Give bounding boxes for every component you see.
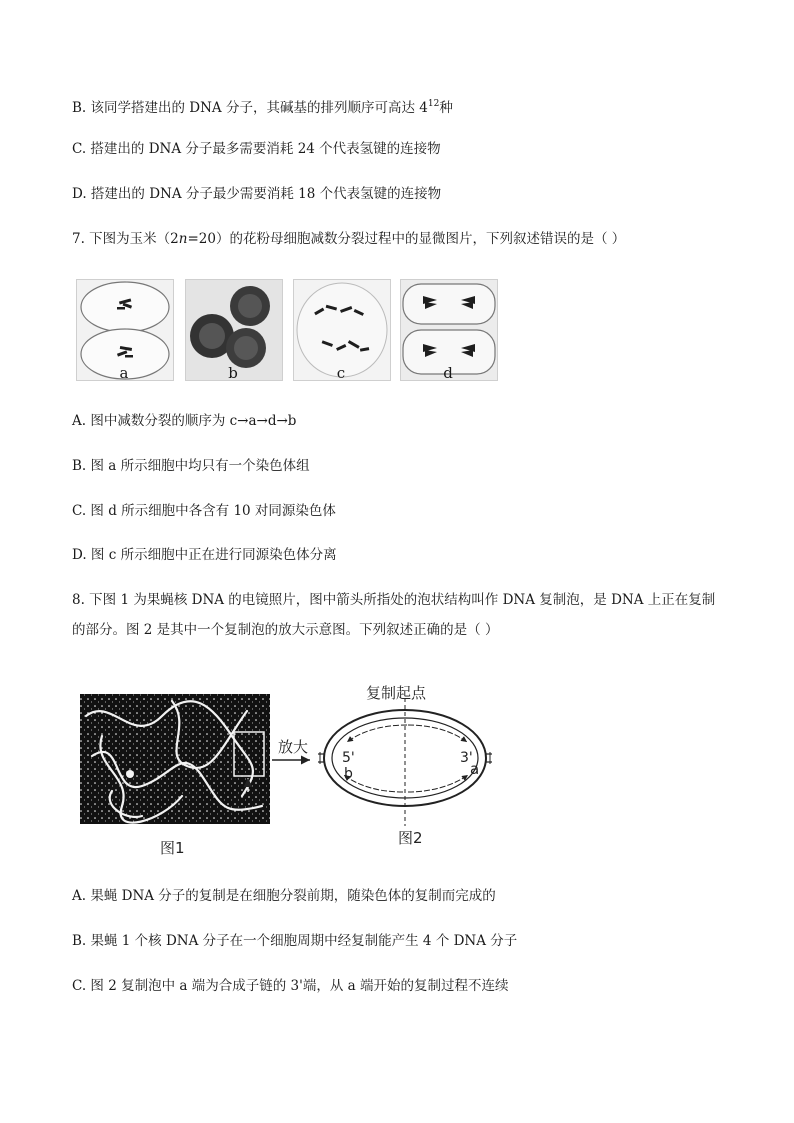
q6-option-b-exponent: 12 [427, 99, 440, 109]
q7-stem-n: n [178, 231, 188, 247]
q8-figure [72, 676, 512, 866]
origin-label: 复制起点 [366, 684, 427, 702]
q7-stem-pre: 7. 下图为玉米（2 [72, 231, 179, 247]
micrograph-label-a: a [119, 364, 129, 382]
q6-option-b [72, 94, 453, 118]
five-prime-label: 5' [342, 750, 355, 766]
q7-option-a: A. 图中减数分裂的顺序为 c→a→d→b [72, 413, 297, 429]
q8-option-b: B. 果蝇 1 个核 DNA 分子在一个细胞周期中经复制能产生 4 个 DNA 分子 [72, 933, 518, 949]
q6-option-c: C. 搭建出的 DNA 分子最多需要消耗 24 个代表氢键的连接物 [72, 141, 441, 157]
micrograph-label-b: b [228, 364, 238, 382]
q8-stem-line2: 的部分。图 2 是其中一个复制泡的放大示意图。下列叙述正确的是（ ） [72, 622, 499, 638]
fig1-micrograph [80, 694, 270, 824]
enlarge-label: 放大 [278, 738, 309, 756]
q6-option-b-text: B. 该同学搭建出的 DNA 分子，其碱基的排列顺序可高达 4 [72, 100, 428, 116]
micrograph-label-d: d [443, 364, 453, 382]
q7-stem [72, 229, 625, 249]
q6-option-d: D. 搭建出的 DNA 分子最少需要消耗 18 个代表氢键的连接物 [72, 186, 442, 202]
q8-stem-line1: 8. 下图 1 为果蝇核 DNA 的电镜照片，图中箭头所指处的泡状结构叫作 DNA 复制泡，是 DNA 上正在复制 [72, 592, 716, 608]
label-b: b [344, 766, 353, 782]
fig1-caption: 图1 [160, 839, 185, 857]
three-prime-label: 3' [460, 750, 473, 766]
q6-option-b-suffix: 种 [439, 100, 453, 116]
q7-option-b: B. 图 a 所示细胞中均只有一个染色体组 [72, 458, 310, 474]
label-a: a [470, 760, 480, 778]
fig2-caption: 图2 [398, 829, 423, 847]
q7-option-d: D. 图 c 所示细胞中正在进行同源染色体分离 [72, 547, 337, 563]
micrograph-label-c: c [336, 364, 346, 382]
q7-option-c: C. 图 d 所示细胞中各含有 10 对同源染色体 [72, 503, 336, 519]
q8-option-c: C. 图 2 复制泡中 a 端为合成子链的 3'端，从 a 端开始的复制过程不连续 [72, 978, 509, 994]
q7-stem-post: =20）的花粉母细胞减数分裂过程中的显微图片，下列叙述错误的是（ ） [187, 231, 626, 247]
q8-option-a: A. 果蝇 DNA 分子的复制是在细胞分裂前期，随染色体的复制而完成的 [72, 888, 496, 904]
